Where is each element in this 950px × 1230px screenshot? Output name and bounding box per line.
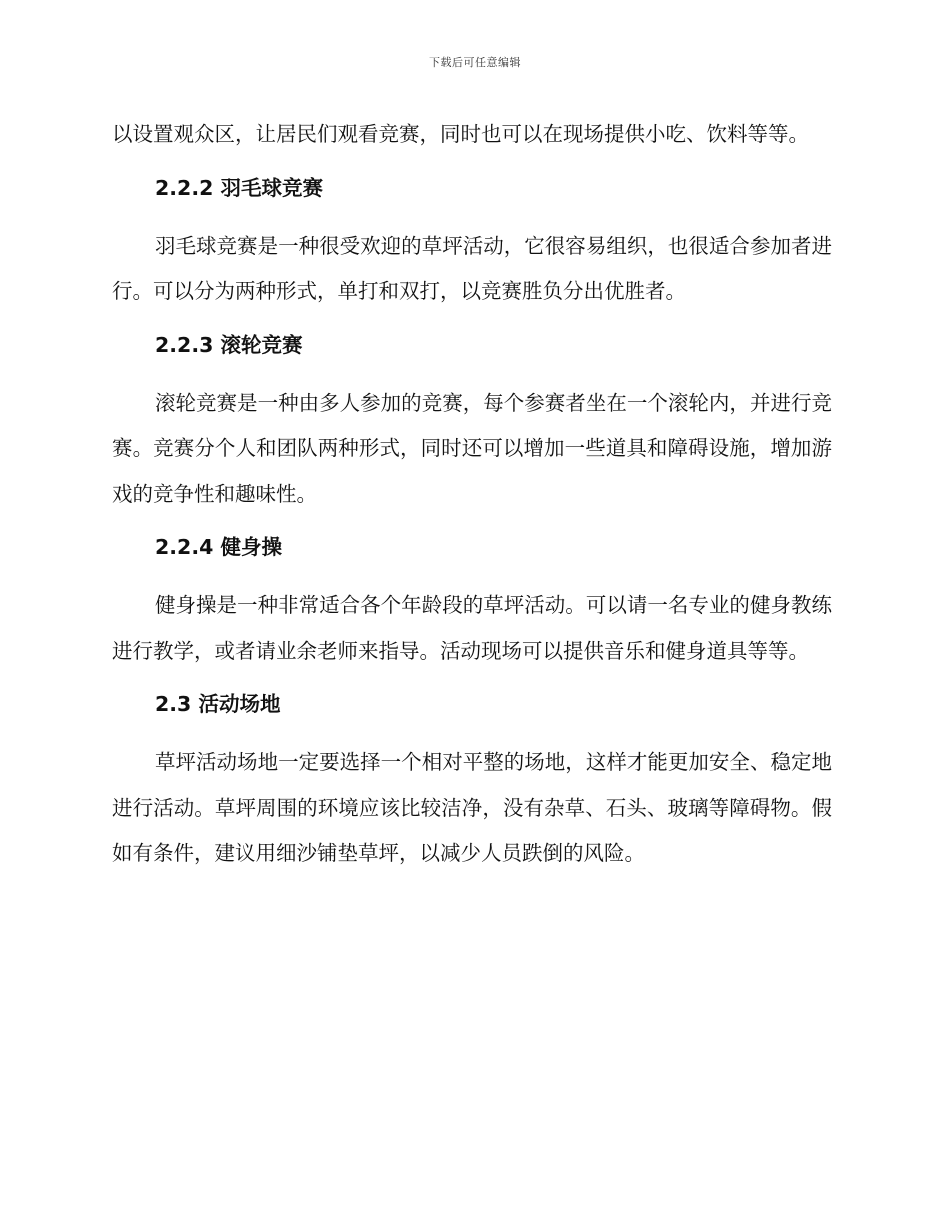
header-note: 下载后可任意编辑: [429, 56, 521, 69]
document-body: [112, 112, 832, 877]
heading-aerobics: 2.2.4 健身操: [155, 535, 283, 559]
paragraph-viewing-area: 以设置观众区，让居民们观看竞赛，同时也可以在现场提供小吃、饮料等等。: [112, 122, 809, 146]
heading-roller-race: 2.2.3 滚轮竞赛: [155, 332, 303, 357]
paragraph-aerobics: 健身操是一种非常适合各个年龄段的草坪活动。可以请一名专业的健身教练进行教学，或者请业余老师来指导。活动现场可以提供音乐和健身道具等等。: [112, 593, 832, 663]
heading-badminton: 2.2.2 羽毛球竞赛: [155, 175, 324, 200]
paragraph-badminton: 羽毛球竞赛是一种很受欢迎的草坪活动，它很容易组织，也很适合参加者进行。可以分为两种形式，单打和双打，以竞赛胜负分出优胜者。: [112, 233, 832, 303]
paragraph-venue: 草坪活动场地一定要选择一个相对平整的场地，这样才能更加安全、稳定地进行活动。草坪周围的环境应该比较洁净，没有杂草、石头、玻璃等障碍物。假如有条件，建议用细沙铺垫草坪，以减少人员跌倒的风险。: [112, 750, 832, 865]
heading-venue: 2.3 活动场地: [155, 692, 281, 716]
paragraph-roller-race: 滚轮竞赛是一种由多人参加的竞赛，每个参赛者坐在一个滚轮内，并进行竞赛。竞赛分个人和团队两种形式，同时还可以增加一些道具和障碍设施，增加游戏的竞争性和趣味性。: [112, 390, 832, 506]
